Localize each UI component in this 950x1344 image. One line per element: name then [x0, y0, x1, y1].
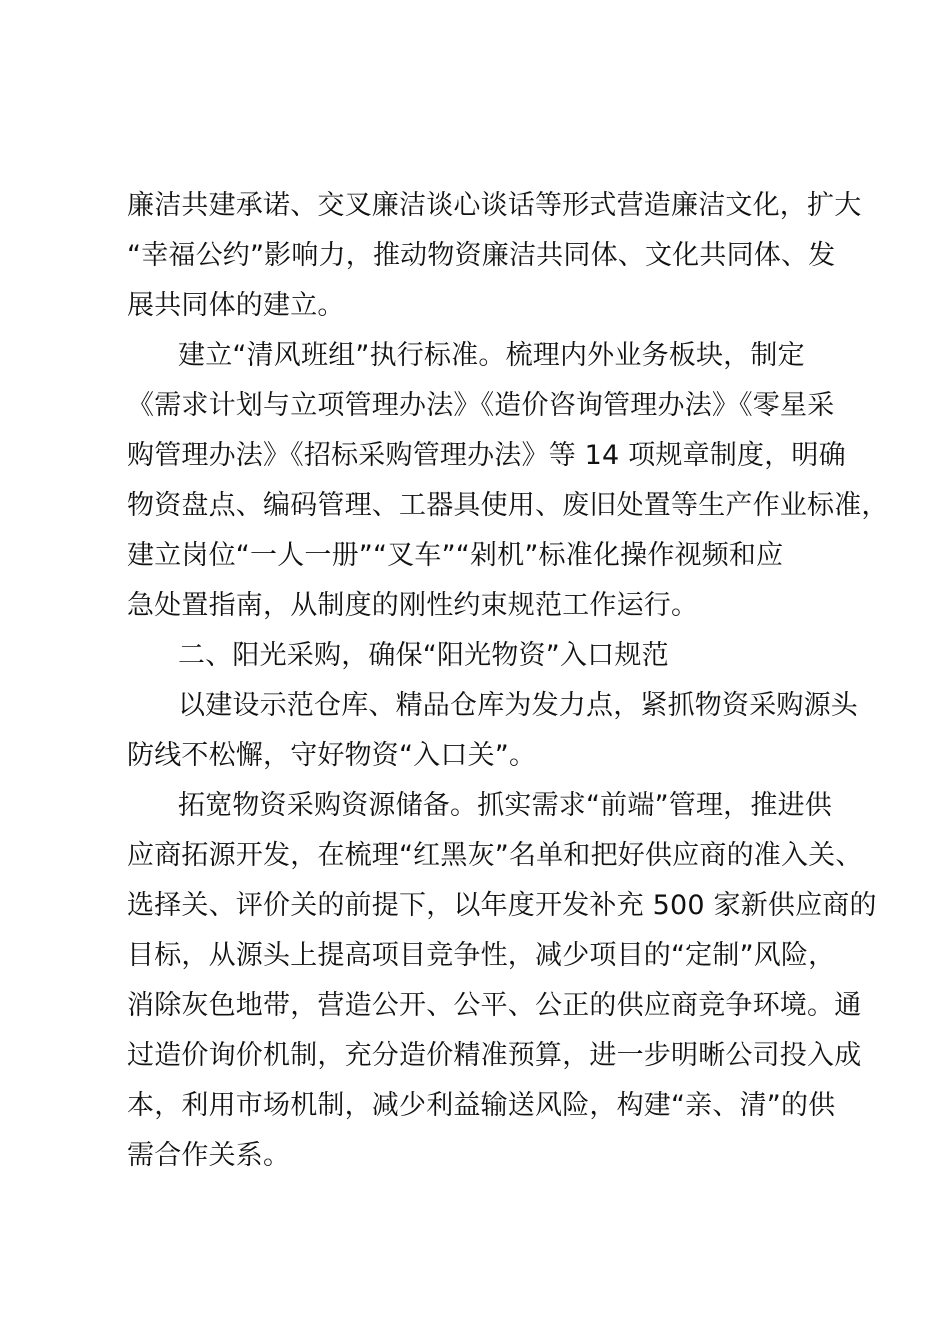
paragraph-line: 拓宽物资采购资源储备。抓实需求“前端”管理，推进供	[178, 790, 832, 821]
paragraph-line: 过造价询价机制，充分造价精准预算，进一步明晰公司投入成	[127, 1040, 862, 1071]
paragraph-line: 购管理办法》《招标采购管理办法》等 14 项规章制度，明确	[127, 440, 846, 471]
paragraph-line: 防线不松懈，守好物资“入口关”。	[127, 740, 537, 771]
paragraph-line: “幸福公约”影响力，推动物资廉洁共同体、文化共同体、发	[127, 240, 836, 271]
paragraph-line: 急处置指南，从制度的刚性约束规范工作运行。	[127, 590, 699, 621]
paragraph-line: 应商拓源开发，在梳理“红黑灰”名单和把好供应商的准入关、	[127, 840, 863, 871]
paragraph-line: 物资盘点、编码管理、工器具使用、废旧处置等生产作业标准，	[127, 490, 889, 521]
paragraph-line: 建立岗位“一人一册”“叉车”“剁机”标准化操作视频和应	[127, 540, 784, 571]
paragraph-line: 《需求计划与立项管理办法》《造价咨询管理办法》《零星采	[127, 390, 835, 421]
paragraph-line: 以建设示范仓库、精品仓库为发力点，紧抓物资采购源头	[178, 690, 858, 721]
paragraph-line: 建立“清风班组”执行标准。梳理内外业务板块，制定	[178, 340, 805, 371]
paragraph-line: 消除灰色地带，营造公开、公平、公正的供应商竞争环境。通	[127, 990, 862, 1021]
paragraph-line: 廉洁共建承诺、交叉廉洁谈心谈话等形式营造廉洁文化，扩大	[127, 190, 862, 221]
paragraph-line: 需合作关系。	[127, 1140, 291, 1171]
paragraph-line: 本，利用市场机制，减少利益输送风险，构建“亲、清”的供	[127, 1090, 836, 1121]
section-heading: 二、阳光采购，确保“阳光物资”入口规范	[178, 640, 669, 671]
paragraph-line: 选择关、评价关的前提下，以年度开发补充 500 家新供应商的	[127, 890, 877, 921]
paragraph-line: 展共同体的建立。	[127, 290, 345, 321]
paragraph-line: 目标，从源头上提高项目竞争性，减少项目的“定制”风险，	[127, 940, 836, 971]
